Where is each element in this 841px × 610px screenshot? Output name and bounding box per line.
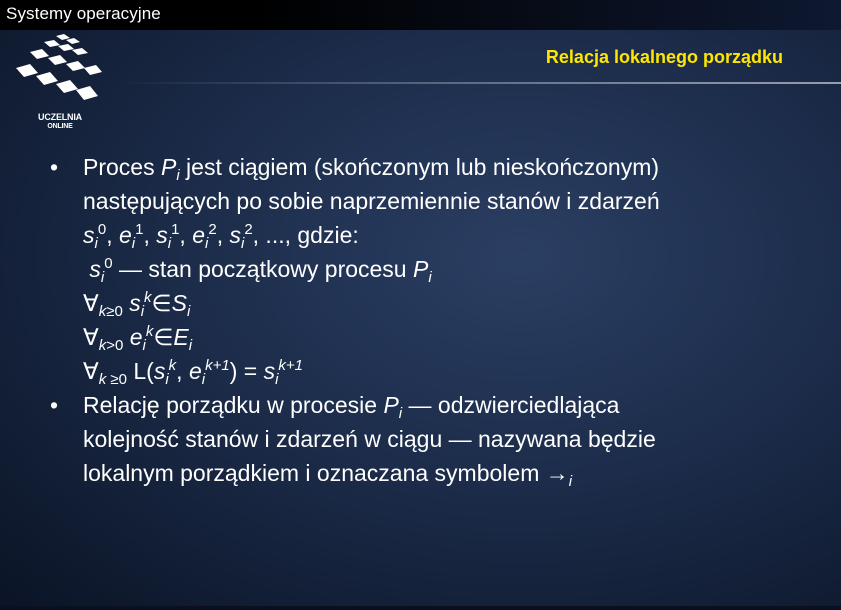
logo-text-line1: UCZELNIA bbox=[38, 112, 82, 122]
logo-grid-icon bbox=[12, 32, 108, 112]
top-bar bbox=[0, 0, 841, 30]
sequence-formula: $s_i^0$, $e_i^1$, $s_i^1$, $e_i^2$, $s_i^2$, ..., gdzie: bbox=[83, 221, 359, 252]
formula-events: $\forall_{k>0}$ $e_i^k\in E_i$ bbox=[83, 323, 193, 354]
bullet-icon: • bbox=[50, 392, 59, 418]
text-line: kolejność stanów i zdarzeń w ciągu — nazywana będzie bbox=[83, 426, 656, 452]
bullet-item-relation bbox=[50, 388, 820, 490]
bullet-icon: • bbox=[50, 154, 59, 180]
formula-states: $\forall_{k\ge 0}$ $s_i^k\in S_i$ bbox=[83, 289, 191, 320]
text-line: lokalnym porządkiem i oznaczana symbolem $\to_i$ bbox=[83, 460, 573, 490]
slide-content bbox=[50, 150, 820, 490]
slide-title: Relacja lokalnego porządku bbox=[545, 47, 783, 67]
bullet-item-process bbox=[50, 150, 820, 388]
bottom-bar bbox=[0, 606, 841, 610]
text-line: Proces $P_i$ jest ciągiem (skończonym lub nieskończonym) bbox=[83, 154, 660, 184]
uczelnia-online-logo bbox=[12, 32, 108, 132]
app-title: Systemy operacyjne bbox=[6, 4, 161, 23]
initial-state-definition: $s_i^0$ — stan początkowy procesu $P_i$ bbox=[89, 255, 432, 286]
formula-transition: $\forall_{k \ge 0}$ $L(s_i^k$, $e_i^{k+1}) = s_i^{k+1}$ bbox=[83, 357, 304, 388]
text-line: następujących po sobie naprzemiennie stanów i zdarzeń bbox=[83, 188, 660, 214]
logo-text-line2: ONLINE bbox=[47, 123, 73, 130]
title-divider bbox=[115, 82, 841, 84]
text-line: Relację porządku w procesie $P_i$ — odzwierciedlająca bbox=[83, 392, 620, 422]
